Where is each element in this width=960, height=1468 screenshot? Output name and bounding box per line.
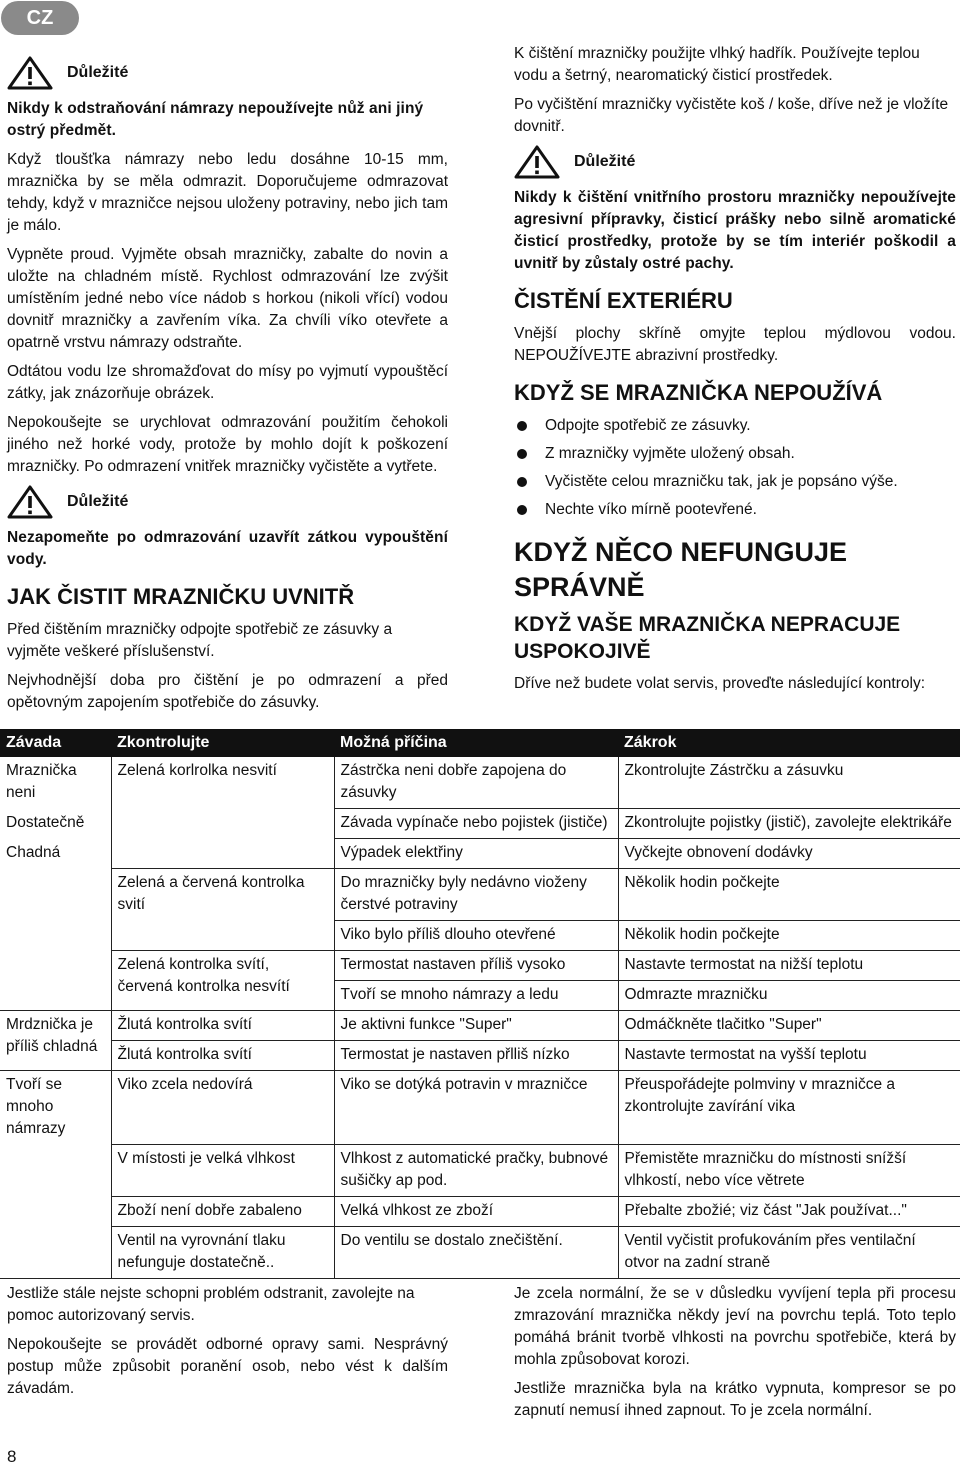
table-header-row — [0, 729, 960, 757]
section-heading: JAK ČISTIT MRAZNIČKU UVNITŘ — [7, 584, 355, 609]
table-cell: Odmáčkněte tlačitko "Super" — [618, 1011, 960, 1041]
section-heading: KDYŽ SE MRAZNIČKA NEPOUŽÍVÁ — [514, 380, 883, 405]
table-cell: Viko zcela nedovírá — [111, 1071, 334, 1145]
table-cell: Přeuspořádejte polmviny v mrazničce a zkontrolujte zavírání vika — [618, 1071, 960, 1145]
page-number: 8 — [7, 1447, 17, 1466]
table-row — [0, 921, 960, 951]
table-cell: Výpadek elektřiny — [334, 839, 618, 869]
warning-text: Nezapomeňte po odmrazování uzavřít zátkou vypouštění vody. — [7, 529, 448, 568]
table-cell: Přemistěte mrazničku do místnosti snížší vlhkostí, nebo více větrete — [618, 1144, 960, 1196]
table-row — [0, 951, 960, 981]
table-cell: Žlutá kontrolka svítí — [111, 1041, 334, 1071]
list-item: Odpojte spotřebič ze zásuvky. — [514, 415, 956, 437]
table-cell: Termostat nastaven příliš vysoko — [334, 951, 618, 981]
table-cell: Zkontrolujte Zástrčku a zásuvku — [618, 757, 960, 809]
warning-text: Nikdy k odstraňování námrazy nepoužívejte nůž ani jiný ostrý předmět. — [7, 100, 424, 139]
warning-text: Nikdy k čištění vnitřního prostoru mrazničky nepoužívejte agresivní přípravky, čisticí prášky nebo silně aromatické čisticí prostředky, protože by se tím interiér poškodil a uvnitř by zůstaly ostré pachy. — [514, 189, 956, 272]
paragraph: K čištění mrazničky použijte vlhký hadřík. Používejte teplou vodu a šetrný, nearomatický čisticí prostředek. — [514, 45, 920, 84]
table-cell — [111, 809, 334, 839]
paragraph: Jestliže mraznička byla na krátko vypnuta, kompresor se po zapnutí nemusí ihned zapnout. To je zcela normální. — [514, 1380, 956, 1419]
paragraph: Jestliže stále nejste schopni problém odstranit, zavolejte na pomoc autorizovaný servis. — [7, 1285, 415, 1324]
table-row — [0, 1041, 960, 1071]
paragraph: Nepokoušejte se urychlovat odmrazování použitím čehokoli jiného než horké vody, protože by mohlo dojít k poškození mrazničky. Po odmrazení vnitřek mrazničky vyčistěte a vytřete. — [7, 414, 448, 475]
subsection-heading: KDYŽ VAŠE MRAZNIČKA NEPRACUJE USPOKOJIVĚ — [514, 613, 901, 663]
table-cell — [111, 839, 334, 869]
table-cell: Tvoří se mnoho námrazy a ledu — [334, 981, 618, 1011]
warning-icon — [7, 56, 53, 90]
table-row — [0, 1226, 960, 1278]
table-cell: Vlhkost z automatické pračky, bubnové sušičky ap pod. — [334, 1144, 618, 1196]
table-cell: Tvoří se mnoho námrazy — [0, 1071, 111, 1145]
table-row — [0, 809, 960, 839]
warning-label: Důležité — [574, 153, 636, 170]
table-cell: Vyčkejte obnovení dodávky — [618, 839, 960, 869]
table-cell: Několik hodin počkejte — [618, 921, 960, 951]
table-cell: Viko se dotýká potravin v mrazničce — [334, 1071, 618, 1145]
table-cell: Chadná — [6, 843, 61, 861]
table-cell — [0, 1144, 111, 1196]
table-cell: Zelená kontrolka svítí, červená kontrolka nesvítí — [111, 951, 334, 1011]
table-cell: Několik hodin počkejte — [618, 869, 960, 921]
table-cell — [0, 921, 111, 951]
section-heading: ČISTĚNÍ EXTERIÉRU — [514, 288, 733, 313]
paragraph: Je zcela normální, že se v důsledku vyvíjení tepla při procesu zmrazování mraznička někdy jeví na povrchu teplá. Toto teplo pomáhá bránit tvorbě vlhkosti na povrchu spotřebiče, která by mohla způsobovat korozi. — [514, 1285, 956, 1368]
left-column — [7, 56, 448, 721]
paragraph: Odtátou vodu lze shromažďovat do mísy po vyjmutí vypouštěcí zátky, jak znázorňuje obrázek. — [7, 363, 448, 402]
table-cell: Velká vlhkost ze zboží — [334, 1196, 618, 1226]
warning-heading — [514, 145, 956, 179]
warning-heading — [7, 56, 448, 90]
table-cell — [0, 981, 111, 1011]
column-header: Závada — [0, 729, 111, 757]
paragraph: Když tloušťka námrazy nebo ledu dosáhne 10-15 mm, mraznička by se měla odmrazit. Doporučujeme odmrazovat tehdy, když v mrazničce nejsou uloženy potraviny, nebo jich tam je málo. — [7, 151, 448, 234]
table-cell: Zboží není dobře zabaleno — [111, 1196, 334, 1226]
table-row — [0, 869, 960, 921]
bottom-left-text — [7, 1283, 448, 1407]
paragraph: Vypněte proud. Vyjměte obsah mrazničky, zabalte do novin a uložte na chladném místě. Rychlost odmrazování lze zvýšit umístěním jedné nebo více nádob s horkou (nikoli vřící) vodou dovnitř mrazničky a zavřením víka. Za chvíli víko otevřete a opatrně vrstvu námrazy odstraňte. — [7, 246, 448, 351]
list-item: Vyčistěte celou mrazničku tak, jak je popsáno výše. — [514, 471, 956, 493]
table-cell: Zkontrolujte pojistky (jistič), zavolejte elektrikáře — [618, 809, 960, 839]
table-cell: Závada vypínače nebo pojistek (jističe) — [334, 809, 618, 839]
table-cell: Termostat je nastaven přlliš nízko — [334, 1041, 618, 1071]
column-header: Zkontrolujte — [111, 729, 334, 757]
right-column — [514, 43, 956, 702]
troubleshooting-table — [0, 729, 960, 1279]
table-cell: Dostatečně — [6, 813, 85, 831]
table-row — [0, 757, 960, 809]
table-row — [0, 1011, 960, 1041]
language-badge: CZ — [1, 1, 79, 35]
warning-heading — [7, 485, 448, 519]
table-cell: Viko bylo příliš dlouho otevřené — [334, 921, 618, 951]
table-row — [0, 1144, 960, 1196]
table-cell: V místosti je velká vlhkost — [111, 1144, 334, 1196]
table-row — [0, 1196, 960, 1226]
table-cell: Nastavte termostat na nižší teplotu — [618, 951, 960, 981]
paragraph: Před čištěním mrazničky odpojte spotřebič ze zásuvky a vyjměte veškeré příslušenství. — [7, 621, 393, 660]
column-header: Možná příčina — [334, 729, 618, 757]
column-header: Zákrok — [618, 729, 960, 757]
table-cell — [0, 951, 111, 981]
table-cell: Zelená korlrolka nesvití — [111, 757, 334, 809]
table-cell — [0, 1226, 111, 1278]
table-cell: Je aktivni funkce "Super" — [334, 1011, 618, 1041]
table-cell — [111, 921, 334, 951]
table-cell: Mrdznička je příliš chladná — [0, 1011, 111, 1071]
table-cell: Žlutá kontrolka svítí — [111, 1011, 334, 1041]
table-cell: Zástrčka neni dobře zapojena do zásuvky — [334, 757, 618, 809]
list-item: Z mrazničky vyjměte uložený obsah. — [514, 443, 956, 465]
paragraph: Po vyčištění mrazničky vyčistěte koš / koše, dříve než je vložíte dovnitř. — [514, 96, 949, 135]
table-cell: Mraznička neni — [6, 762, 77, 801]
table-cell: Zelená a červená kontrolka svití — [111, 869, 334, 921]
table-cell: Ventil vyčistit profukováním přes ventilační otvor na zadní straně — [618, 1226, 960, 1278]
bottom-right-text — [514, 1283, 956, 1429]
warning-label: Důležité — [67, 493, 129, 510]
chapter-heading: KDYŽ NĚCO NEFUNGUJE SPRÁVNĚ — [514, 537, 848, 602]
table-cell: Ventil na vyrovnání tlaku nefunguje dostatečně.. — [111, 1226, 334, 1278]
table-cell: Nastavte termostat na vyšší teplotu — [618, 1041, 960, 1071]
warning-label: Důležité — [67, 64, 129, 81]
table-cell — [0, 1196, 111, 1226]
table-cell: Do mrazničky byly nedávno vioženy čerstvé potraviny — [334, 869, 618, 921]
table-cell: Odmrazte mrazničku — [618, 981, 960, 1011]
paragraph: Dříve než budete volat servis, proveďte následující kontroly: — [514, 675, 926, 692]
table-row — [0, 1071, 960, 1145]
warning-icon — [7, 485, 53, 519]
table-row — [0, 839, 960, 869]
table-cell: Do ventilu se dostalo znečištění. — [334, 1226, 618, 1278]
bullet-list — [514, 415, 956, 521]
list-item: Nechte víko mírně pootevřené. — [514, 499, 956, 521]
warning-icon — [514, 145, 560, 179]
paragraph: Nepokoušejte se provádět odborné opravy sami. Nesprávný postup může způsobit poranění osob, nebo vést k dalším závadám. — [7, 1336, 448, 1397]
table-cell — [0, 869, 111, 921]
paragraph: Vnější plochy skříně omyjte teplou mýdlovou vodou. NEPOUŽÍVEJTE abrazivní prostředky. — [514, 325, 956, 364]
paragraph: Nejvhodnější doba pro čištění je po odmrazení a před opětovným zapojením spotřebiče do zásuvky. — [7, 672, 448, 711]
table-cell: Přebalte zbožié; viz část "Jak používat..." — [618, 1196, 960, 1226]
